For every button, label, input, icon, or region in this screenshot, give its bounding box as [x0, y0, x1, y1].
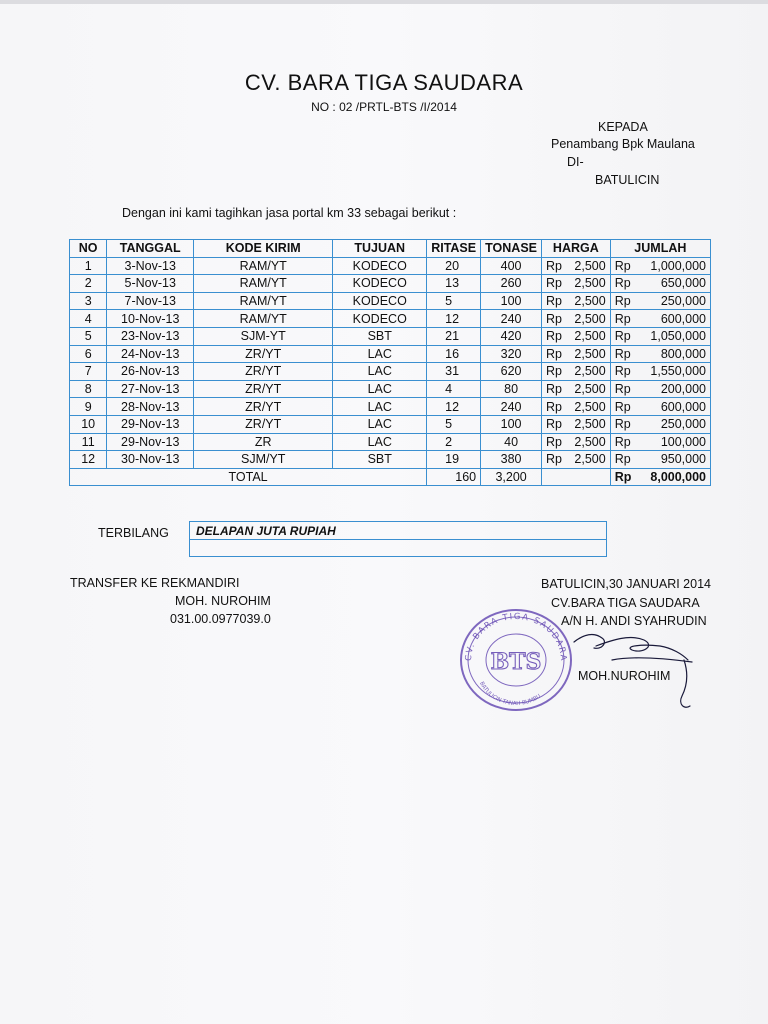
row-harga-currency: Rp [542, 398, 568, 416]
total-harga-empty [542, 468, 611, 486]
row-harga: 2,500 [567, 310, 610, 328]
row-jumlah-currency: Rp [610, 275, 636, 293]
terbilang-divider [190, 539, 606, 540]
row-tujuan: KODECO [333, 292, 427, 310]
row-no: 7 [70, 363, 107, 381]
row-tujuan: LAC [333, 363, 427, 381]
row-jumlah: 1,000,000 [636, 257, 710, 275]
table-row [70, 398, 711, 416]
row-tujuan: LAC [333, 345, 427, 363]
transfer-label: TRANSFER KE REKMANDIRI [70, 576, 240, 590]
row-jumlah: 950,000 [636, 451, 710, 469]
row-no: 6 [70, 345, 107, 363]
stamp-bottom-text: BATULICIN TANAH BUMBU [478, 680, 543, 708]
row-ritase: 4 [427, 380, 481, 398]
row-harga-currency: Rp [542, 415, 568, 433]
row-jumlah-currency: Rp [610, 415, 636, 433]
intro-text: Dengan ini kami tagihkan jasa portal km 33 sebagai berikut : [122, 206, 457, 220]
header-kode-kirim: KODE KIRIM [194, 240, 333, 258]
row-tanggal: 24-Nov-13 [107, 345, 194, 363]
row-harga: 2,500 [567, 398, 610, 416]
total-tonase: 3,200 [481, 468, 542, 486]
row-tujuan: LAC [333, 415, 427, 433]
row-jumlah: 600,000 [636, 398, 710, 416]
row-tanggal: 7-Nov-13 [107, 292, 194, 310]
row-jumlah-currency: Rp [610, 292, 636, 310]
recipient-to: KEPADA [598, 120, 648, 134]
row-harga: 2,500 [567, 433, 610, 451]
row-jumlah: 250,000 [636, 415, 710, 433]
table-body [70, 257, 711, 468]
row-harga: 2,500 [567, 380, 610, 398]
row-jumlah: 650,000 [636, 275, 710, 293]
row-jumlah: 1,550,000 [636, 363, 710, 381]
row-ritase: 5 [427, 415, 481, 433]
header-no: NO [70, 240, 107, 258]
row-jumlah-currency: Rp [610, 451, 636, 469]
row-harga-currency: Rp [542, 275, 568, 293]
invoice-table [69, 239, 711, 486]
row-tanggal: 29-Nov-13 [107, 415, 194, 433]
row-no: 9 [70, 398, 107, 416]
row-jumlah: 250,000 [636, 292, 710, 310]
row-jumlah: 100,000 [636, 433, 710, 451]
row-tujuan: SBT [333, 327, 427, 345]
row-tonase: 80 [481, 380, 542, 398]
row-tanggal: 28-Nov-13 [107, 398, 194, 416]
company-stamp [455, 603, 577, 713]
row-kode-kirim: RAM/YT [194, 257, 333, 275]
row-kode-kirim: ZR/YT [194, 345, 333, 363]
row-kode-kirim: SJM-YT [194, 327, 333, 345]
row-jumlah: 1,050,000 [636, 327, 710, 345]
row-tanggal: 30-Nov-13 [107, 451, 194, 469]
row-jumlah-currency: Rp [610, 345, 636, 363]
table-row [70, 292, 711, 310]
row-harga-currency: Rp [542, 292, 568, 310]
row-kode-kirim: ZR/YT [194, 415, 333, 433]
stamp-top-text: CV. BARA TIGA SAUDARA [463, 611, 569, 663]
row-harga: 2,500 [567, 345, 610, 363]
row-harga: 2,500 [567, 275, 610, 293]
total-jumlah: 8,000,000 [636, 468, 710, 486]
row-jumlah-currency: Rp [610, 433, 636, 451]
company-title: CV. BARA TIGA SAUDARA [244, 70, 524, 95]
row-tanggal: 29-Nov-13 [107, 433, 194, 451]
row-tonase: 320 [481, 345, 542, 363]
signature-signer: MOH.NUROHIM [578, 669, 671, 683]
row-jumlah: 800,000 [636, 345, 710, 363]
transfer-name: MOH. NUROHIM [175, 594, 271, 608]
stamp-logo: BTS [490, 649, 542, 675]
row-no: 11 [70, 433, 107, 451]
row-harga-currency: Rp [542, 327, 568, 345]
signature-an: A/N H. ANDI SYAHRUDIN [561, 614, 707, 628]
row-ritase: 16 [427, 345, 481, 363]
header-tanggal: TANGGAL [107, 240, 194, 258]
row-tanggal: 26-Nov-13 [107, 363, 194, 381]
table-header-row [70, 240, 711, 258]
row-tujuan: LAC [333, 398, 427, 416]
row-tanggal: 27-Nov-13 [107, 380, 194, 398]
row-tujuan: LAC [333, 433, 427, 451]
row-no: 4 [70, 310, 107, 328]
row-tonase: 240 [481, 310, 542, 328]
terbilang-label: TERBILANG [98, 526, 169, 540]
signature-company: CV.BARA TIGA SAUDARA [551, 596, 700, 610]
row-no: 2 [70, 275, 107, 293]
row-tanggal: 23-Nov-13 [107, 327, 194, 345]
table-row [70, 275, 711, 293]
row-kode-kirim: ZR/YT [194, 363, 333, 381]
row-tonase: 100 [481, 292, 542, 310]
row-harga-currency: Rp [542, 310, 568, 328]
row-no: 3 [70, 292, 107, 310]
row-jumlah-currency: Rp [610, 257, 636, 275]
table-row [70, 415, 711, 433]
scan-edge [0, 0, 768, 4]
row-tonase: 260 [481, 275, 542, 293]
row-tanggal: 3-Nov-13 [107, 257, 194, 275]
row-tanggal: 10-Nov-13 [107, 310, 194, 328]
table-row [70, 451, 711, 469]
row-harga: 2,500 [567, 415, 610, 433]
row-tonase: 400 [481, 257, 542, 275]
row-ritase: 13 [427, 275, 481, 293]
row-no: 8 [70, 380, 107, 398]
row-harga-currency: Rp [542, 433, 568, 451]
row-jumlah-currency: Rp [610, 398, 636, 416]
row-harga: 2,500 [567, 257, 610, 275]
row-harga: 2,500 [567, 363, 610, 381]
row-no: 5 [70, 327, 107, 345]
row-ritase: 12 [427, 398, 481, 416]
table-row [70, 380, 711, 398]
handwritten-signature [572, 620, 702, 710]
row-tonase: 100 [481, 415, 542, 433]
row-tujuan: SBT [333, 451, 427, 469]
row-kode-kirim: RAM/YT [194, 292, 333, 310]
header-tonase: TONASE [481, 240, 542, 258]
row-tujuan: LAC [333, 380, 427, 398]
row-jumlah-currency: Rp [610, 310, 636, 328]
row-jumlah: 600,000 [636, 310, 710, 328]
row-tonase: 620 [481, 363, 542, 381]
row-jumlah-currency: Rp [610, 327, 636, 345]
table-row [70, 345, 711, 363]
table-row [70, 363, 711, 381]
row-ritase: 2 [427, 433, 481, 451]
row-kode-kirim: ZR/YT [194, 380, 333, 398]
row-harga-currency: Rp [542, 345, 568, 363]
row-no: 12 [70, 451, 107, 469]
row-harga-currency: Rp [542, 363, 568, 381]
row-no: 1 [70, 257, 107, 275]
row-jumlah-currency: Rp [610, 380, 636, 398]
terbilang-value: DELAPAN JUTA RUPIAH [196, 524, 336, 538]
row-harga: 2,500 [567, 292, 610, 310]
row-tonase: 380 [481, 451, 542, 469]
row-ritase: 20 [427, 257, 481, 275]
row-tonase: 40 [481, 433, 542, 451]
header-ritase: RITASE [427, 240, 481, 258]
total-row [70, 468, 711, 486]
total-jumlah-currency: Rp [610, 468, 636, 486]
row-tanggal: 5-Nov-13 [107, 275, 194, 293]
table-row [70, 310, 711, 328]
table-row [70, 257, 711, 275]
recipient-di: DI- [567, 155, 584, 169]
row-jumlah-currency: Rp [610, 363, 636, 381]
table-row [70, 327, 711, 345]
row-harga-currency: Rp [542, 257, 568, 275]
signature-place-date: BATULICIN,30 JANUARI 2014 [541, 577, 711, 591]
row-harga: 2,500 [567, 327, 610, 345]
row-tujuan: KODECO [333, 275, 427, 293]
row-ritase: 21 [427, 327, 481, 345]
document-number: NO : 02 /PRTL-BTS /I/2014 [311, 100, 457, 114]
total-ritase: 160 [427, 468, 481, 486]
row-ritase: 12 [427, 310, 481, 328]
recipient-place: BATULICIN [595, 173, 660, 187]
row-kode-kirim: ZR [194, 433, 333, 451]
row-tonase: 420 [481, 327, 542, 345]
row-harga-currency: Rp [542, 451, 568, 469]
transfer-account: 031.00.0977039.0 [170, 612, 271, 626]
row-ritase: 19 [427, 451, 481, 469]
row-kode-kirim: ZR/YT [194, 398, 333, 416]
header-tujuan: TUJUAN [333, 240, 427, 258]
header-jumlah: JUMLAH [610, 240, 710, 258]
row-ritase: 31 [427, 363, 481, 381]
total-label: TOTAL [70, 468, 427, 486]
row-harga: 2,500 [567, 451, 610, 469]
header-harga: HARGA [542, 240, 611, 258]
row-kode-kirim: SJM/YT [194, 451, 333, 469]
terbilang-box [189, 521, 607, 557]
row-ritase: 5 [427, 292, 481, 310]
row-jumlah: 200,000 [636, 380, 710, 398]
row-kode-kirim: RAM/YT [194, 275, 333, 293]
recipient-name: Penambang Bpk Maulana [551, 137, 695, 151]
row-no: 10 [70, 415, 107, 433]
row-tujuan: KODECO [333, 257, 427, 275]
row-harga-currency: Rp [542, 380, 568, 398]
row-tujuan: KODECO [333, 310, 427, 328]
row-kode-kirim: RAM/YT [194, 310, 333, 328]
row-tonase: 240 [481, 398, 542, 416]
table-row [70, 433, 711, 451]
